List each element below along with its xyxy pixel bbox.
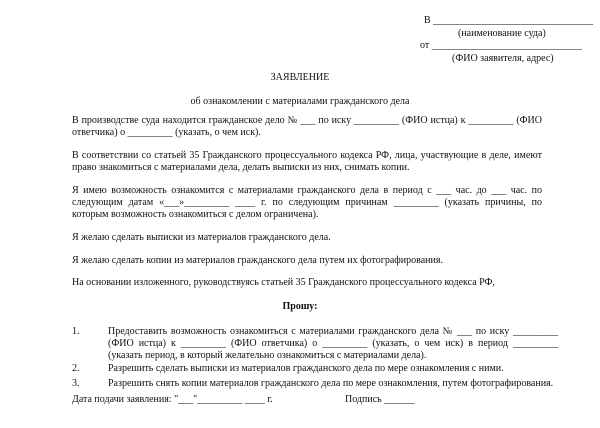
request-item-1: Предоставить возможность ознакомиться с материалами гражданского дела № ___ по иску _________ (ФИО истца) к _________ (ФИО ответчика) о _________ (указать, о чем иск) в период _________ (указать период, в который желательно ознакомиться с материалами дела). <box>108 326 558 361</box>
signature-line: Подпись ______ <box>345 394 415 405</box>
request-heading: Прошу: <box>282 301 318 312</box>
paragraph-extracts: Я желаю сделать выписки из материалов гражданского дела. <box>72 232 331 243</box>
paragraph-period: Я имею возможность ознакомится с материалами гражданского дела в период с ___ час. до ___ час. по следующим датам «___»_________ ____ г. по следующим причинам _________ (указать причины, по которым возможность ознакомиться с делом ограничена). <box>72 185 542 220</box>
request-number: 1. <box>72 326 80 337</box>
submission-date: Дата подачи заявления: "___"_________ ____ г. <box>72 394 273 405</box>
request-number: 3. <box>72 378 80 389</box>
applicant-line: от ______________________________ <box>420 40 582 51</box>
paragraph-law: В соответствии со статьей 35 Гражданского процессуального кодекса РФ, лица, участвующие в деле, имеют право знакомиться с материалами дела, делать выписки из них, снимать копии. <box>72 150 542 173</box>
paragraph-case: В производстве суда находится гражданское дело № ___ по иску _________ (ФИО истца) к _________ (ФИО ответчика) о _________ (указать, о чем иск). <box>72 115 542 138</box>
court-line: В ________________________________ <box>424 15 594 26</box>
request-item-2: Разрешить сделать выписки из материалов гражданского дела по мере ознакомления с ними. <box>108 363 504 374</box>
document-title: ЗАЯВЛЕНИЕ <box>270 72 330 83</box>
request-item-3: Разрешить снять копии материалов гражданского дела по мере ознакомления, путем фотографирования. <box>108 378 554 389</box>
request-number: 2. <box>72 363 80 374</box>
paragraph-basis: На основании изложенного, руководствуясь статьей 35 Гражданского процессуального кодекса РФ, <box>72 277 495 288</box>
court-hint: (наименование суда) <box>458 28 546 39</box>
document-subtitle: об ознакомлении с материалами гражданского дела <box>190 96 410 107</box>
paragraph-copies: Я желаю сделать копии из материалов гражданского дела путем их фотографирования. <box>72 255 443 266</box>
applicant-hint: (ФИО заявителя, адрес) <box>452 53 554 64</box>
